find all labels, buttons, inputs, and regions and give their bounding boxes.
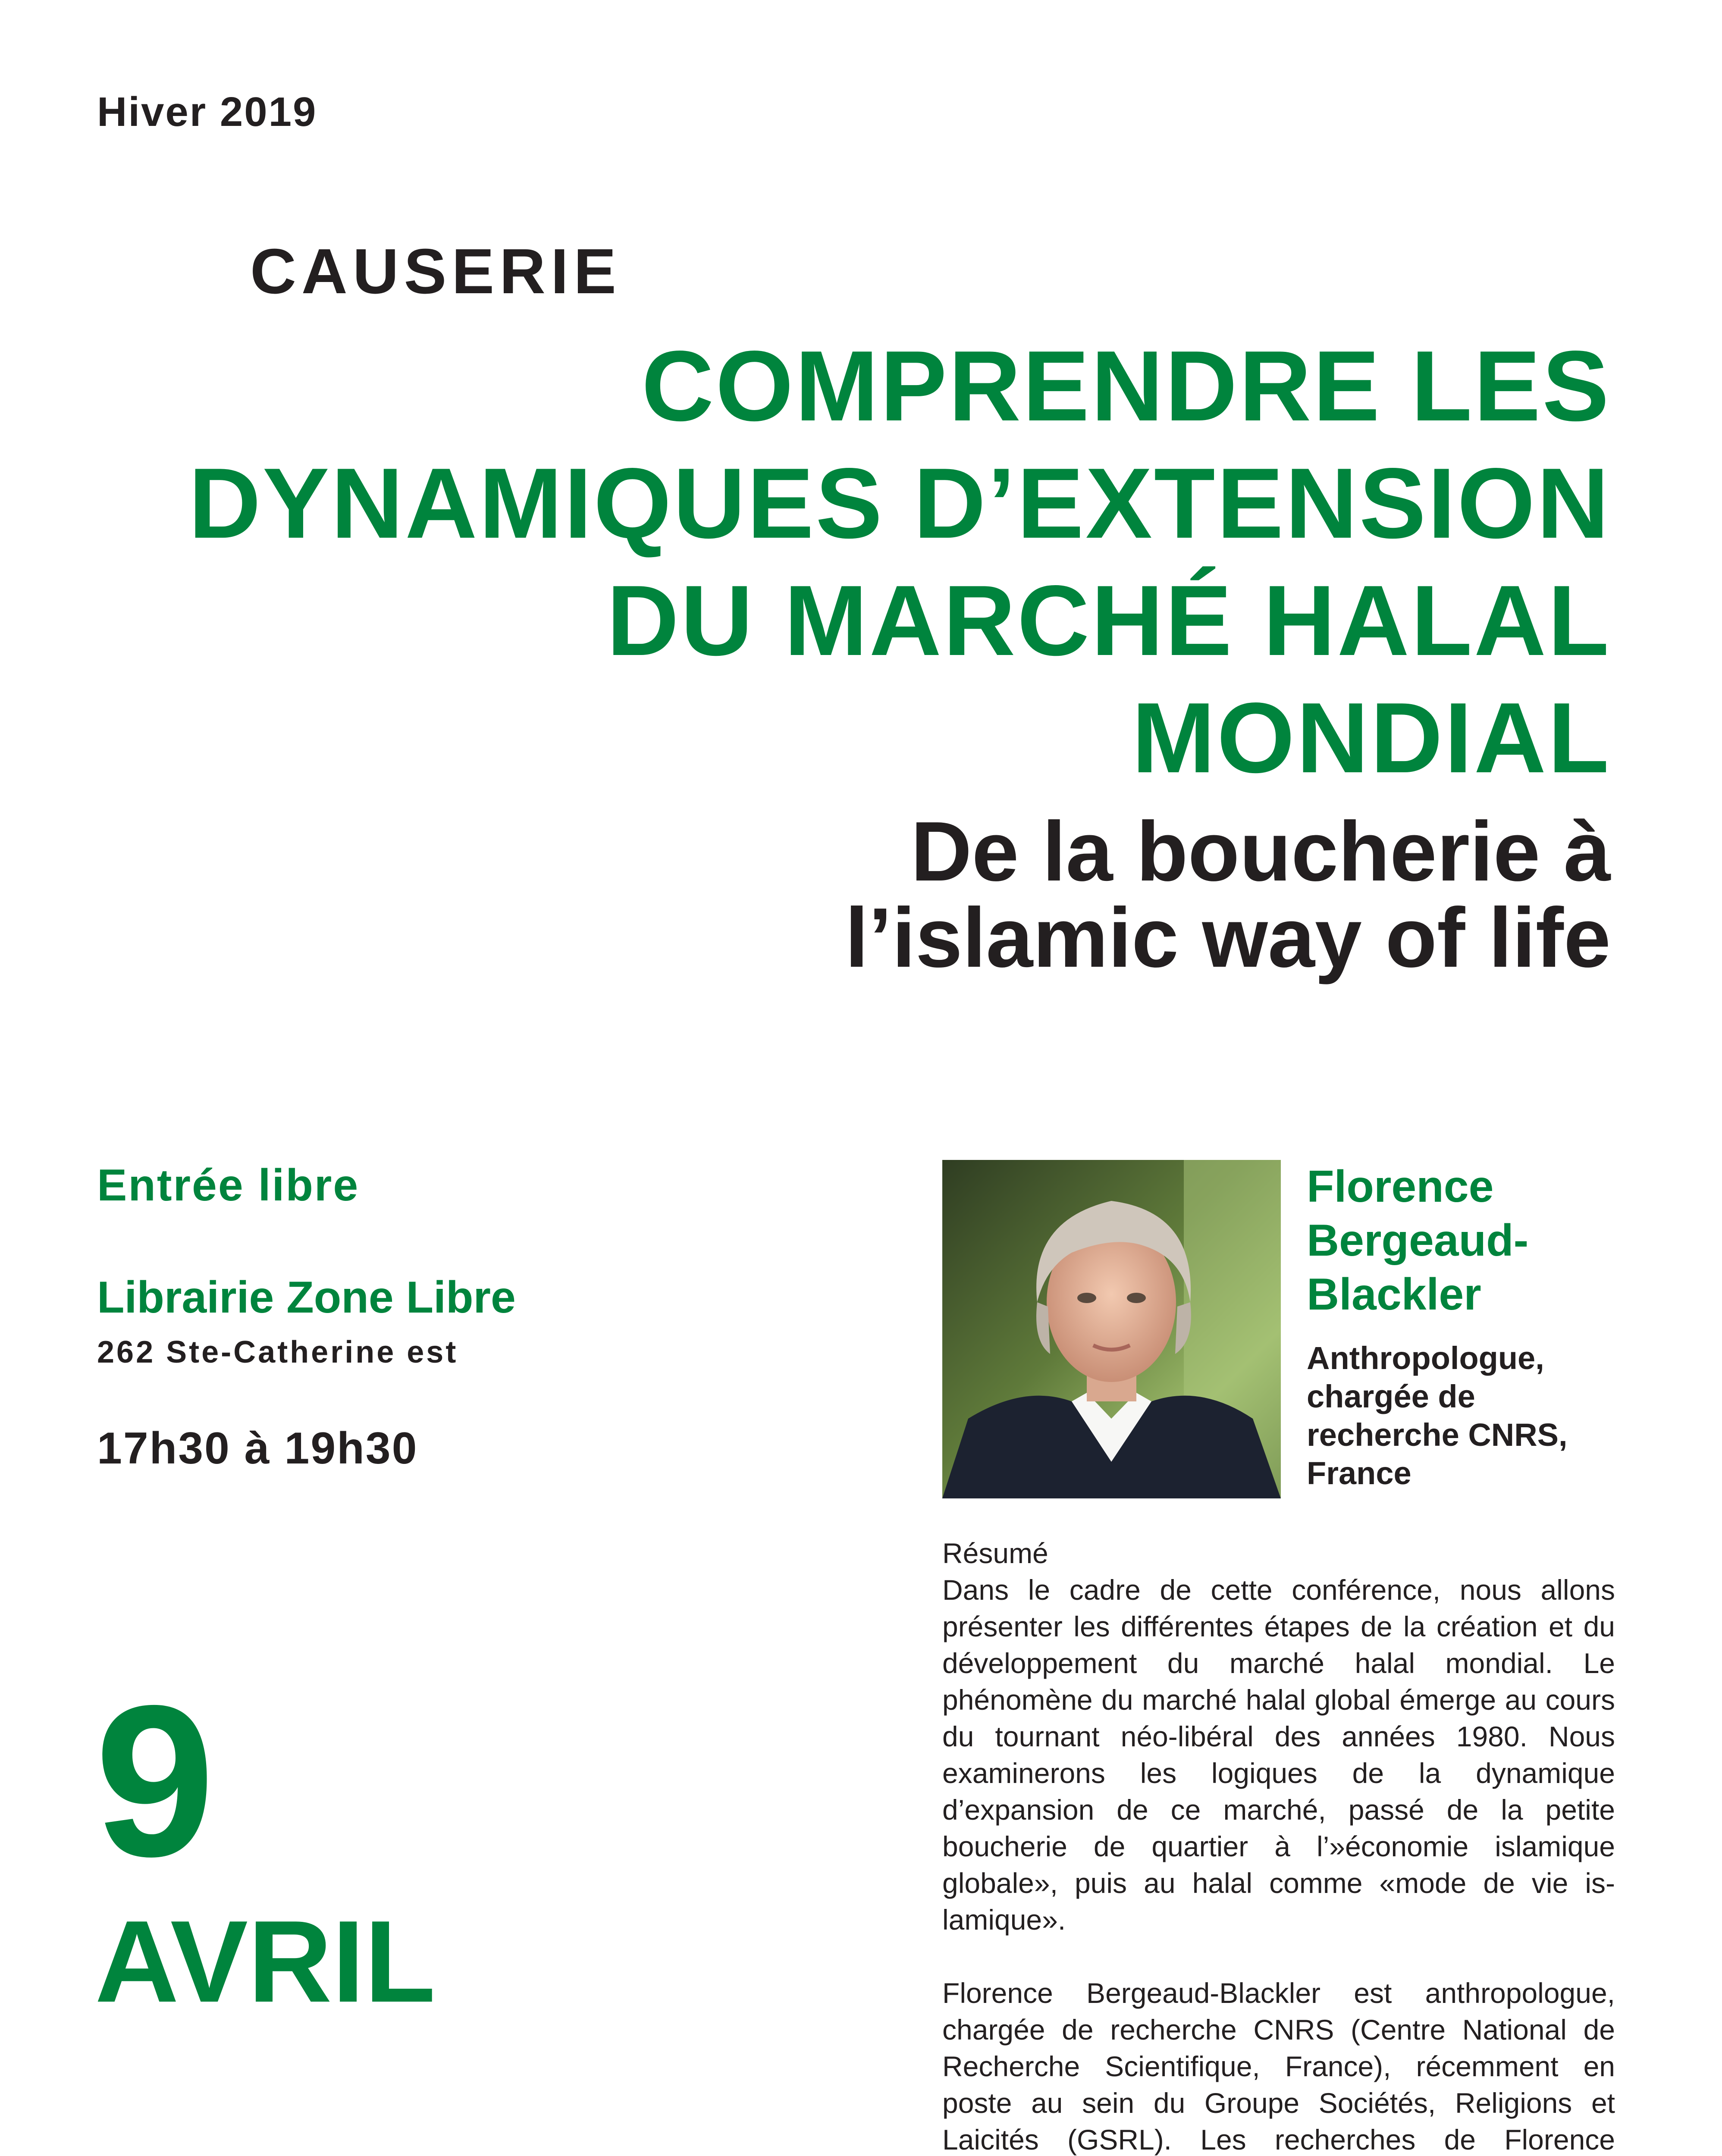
abstract-block [942,1535,1615,2156]
speaker-photo [942,1160,1281,1498]
speaker-name [1307,1160,1528,1322]
venue-address: 262 Ste-Catherine est [97,1335,458,1369]
entry-label: Entrée libre [97,1160,360,1210]
speaker-bio-paragraph: Florence Bergeaud-Blackler est anthropologue, chargée de recherche CNRS (Centre National de Recherche Scientifique, France), récemment en poste au sein du Groupe Sociétés, Religions et Laicités (GSRL). Les recherches de Florence [942,1977,1615,2156]
subtitle-line: l’islamic way of life [845,890,1611,985]
speaker-name-line: Florence [1307,1162,1494,1212]
speaker-role-line: chargée de [1307,1379,1475,1414]
event-type-label: CAUSERIE [250,236,621,307]
abstract-heading: Résumé [942,1537,1048,1569]
event-month: AVRIL [95,1897,436,2027]
title-line: COMPRENDRE LES [641,330,1611,442]
event-subtitle [101,804,1611,985]
speaker-name-line: Bergeaud- [1307,1216,1529,1266]
venue-name: Librairie Zone Libre [97,1272,516,1322]
event-day: 9 [95,1660,215,1901]
speaker-role-line: Anthropologue, [1307,1340,1544,1376]
speaker-name-line: Blackler [1307,1269,1481,1319]
season-label: Hiver 2019 [97,89,317,135]
speaker-role [1307,1339,1568,1492]
title-line: DU MARCHÉ HALAL [606,565,1611,677]
abstract-paragraph: Dans le cadre de cette conférence, nous allons présenter les différentes étapes de la création et du développement du marché halal mondial. Le phénomène du marché halal global émerge au cours du tournant néo-libéral des années 1980. Nous examinerons les logiques de la dynamique d’expansion de ce marché, passé de la petite boucherie de quartier à l’»économie islamique globale», puis au halal comme «mode de vie is-lamique». [942,1574,1615,1936]
title-line: DYNAMIQUES D’EXTENSION [188,448,1611,559]
speaker-role-line: France [1307,1455,1411,1491]
title-line: MONDIAL [1132,682,1611,794]
event-time: 17h30 à 19h30 [97,1423,418,1473]
speaker-role-line: recherche CNRS, [1307,1417,1568,1453]
event-title [15,328,1611,797]
subtitle-line: De la boucherie à [910,804,1611,899]
